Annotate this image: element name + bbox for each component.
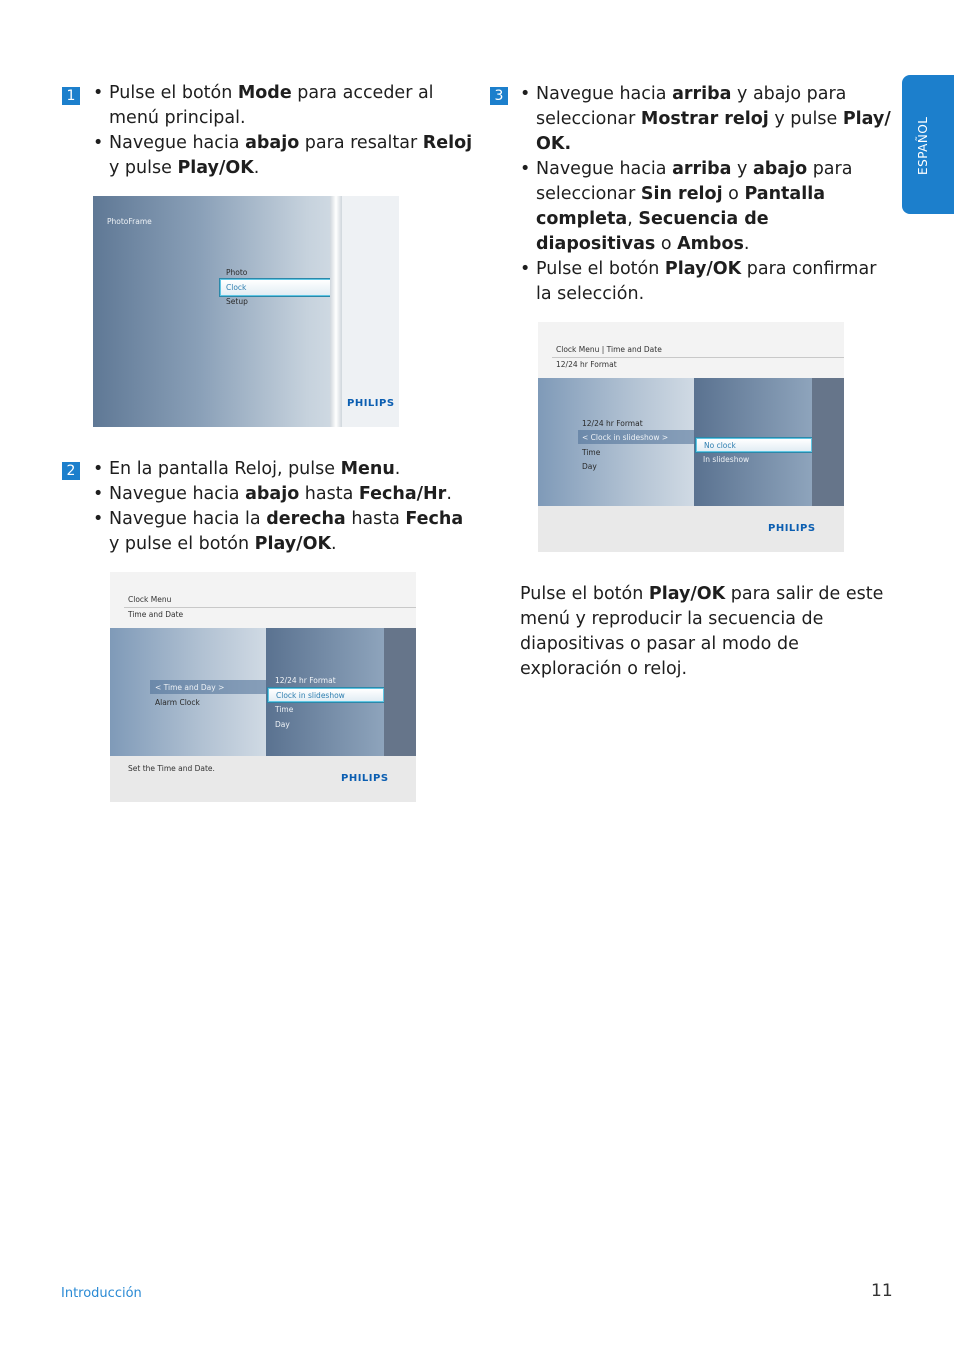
screenshot-main-menu <box>93 196 399 427</box>
step1-instructions <box>93 81 473 181</box>
step3-bullet-2: • Navegue hacia arriba y abajo para seleccionar Sin reloj o Pantalla completa, Secuencia de diapositivas o Ambos. <box>520 157 892 257</box>
mid-item-clock-in-slideshow-selected: Clock in slideshow <box>268 688 384 702</box>
step1-bullet-2: • Navegue hacia abajo para resaltar Reloj y pulse Play/OK. <box>93 131 473 181</box>
middle-pane <box>266 628 384 756</box>
middle-pane <box>694 378 812 506</box>
left-pane <box>538 378 694 506</box>
philips-logo: PHILIPS <box>347 398 395 409</box>
left-item-time: Time <box>582 448 601 457</box>
language-label: ESPAÑOL <box>916 116 930 175</box>
step-number-3: 3 <box>490 87 508 105</box>
mid-item-time: Time <box>275 705 294 714</box>
left-pane <box>110 628 266 756</box>
philips-logo: PHILIPS <box>768 523 816 534</box>
page-number: 11 <box>871 1281 893 1301</box>
left-item-day: Day <box>582 462 597 471</box>
footer-section: Introducción <box>61 1286 142 1301</box>
step2-instructions <box>93 457 473 557</box>
step-number-1: 1 <box>62 87 80 105</box>
clock-menu-footer <box>538 506 844 552</box>
screenshot-clock-menu <box>110 572 416 802</box>
language-tab <box>902 75 954 214</box>
step2-bullet-3: • Navegue hacia la derecha hasta Fecha y pulse el botón Play/OK. <box>93 507 473 557</box>
screenshot-clock-in-slideshow <box>538 322 844 552</box>
closing-paragraph: Pulse el botón Play/OK para salir de este menú y reproducir la secuencia de diapositivas o pasar al modo de exploración o reloj. <box>520 584 884 679</box>
step-number-2: 2 <box>62 462 80 480</box>
left-item-clock-in-slideshow: < Clock in slideshow > <box>582 433 669 442</box>
mid-item-day: Day <box>275 720 290 729</box>
clock-menu-header: Clock Menu | Time and Date 12/24 hr Format <box>538 322 844 378</box>
step3-instructions <box>520 82 892 307</box>
left-item-alarm-clock: Alarm Clock <box>155 698 200 707</box>
screen-divider <box>330 196 342 427</box>
left-item-format: 12/24 hr Format <box>582 419 643 428</box>
step3-bullet-1: • Navegue hacia arriba y abajo para seleccionar Mostrar reloj y pulse Play/ OK. <box>520 82 892 157</box>
option-in-slideshow: In slideshow <box>703 455 750 464</box>
left-item-time-and-day: < Time and Day > <box>155 683 225 692</box>
clock-menu-header: Clock Menu Time and Date <box>110 572 416 628</box>
step2-bullet-2: • Navegue hacia abajo hasta Fecha/Hr. <box>93 482 473 507</box>
option-no-clock-selected: No clock <box>696 438 812 452</box>
step1-bullet-1: • Pulse el botón Mode para acceder al menú principal. <box>93 81 473 131</box>
menu-item-photo: Photo <box>226 268 248 277</box>
clock-menu-footer: Set the Time and Date. PHILIPS <box>110 756 416 802</box>
mid-item-format: 12/24 hr Format <box>275 676 336 685</box>
step2-bullet-1: • En la pantalla Reloj, pulse Menu. <box>93 457 473 482</box>
screen-right-pane <box>342 196 399 427</box>
philips-logo: PHILIPS <box>341 773 389 784</box>
menu-item-setup: Setup <box>226 297 248 306</box>
step3-bullet-3: • Pulse el botón Play/OK para confirmar la selección. <box>520 257 892 307</box>
photoframe-title: PhotoFrame <box>107 217 152 226</box>
menu-item-clock-selected: Clock <box>220 279 338 296</box>
